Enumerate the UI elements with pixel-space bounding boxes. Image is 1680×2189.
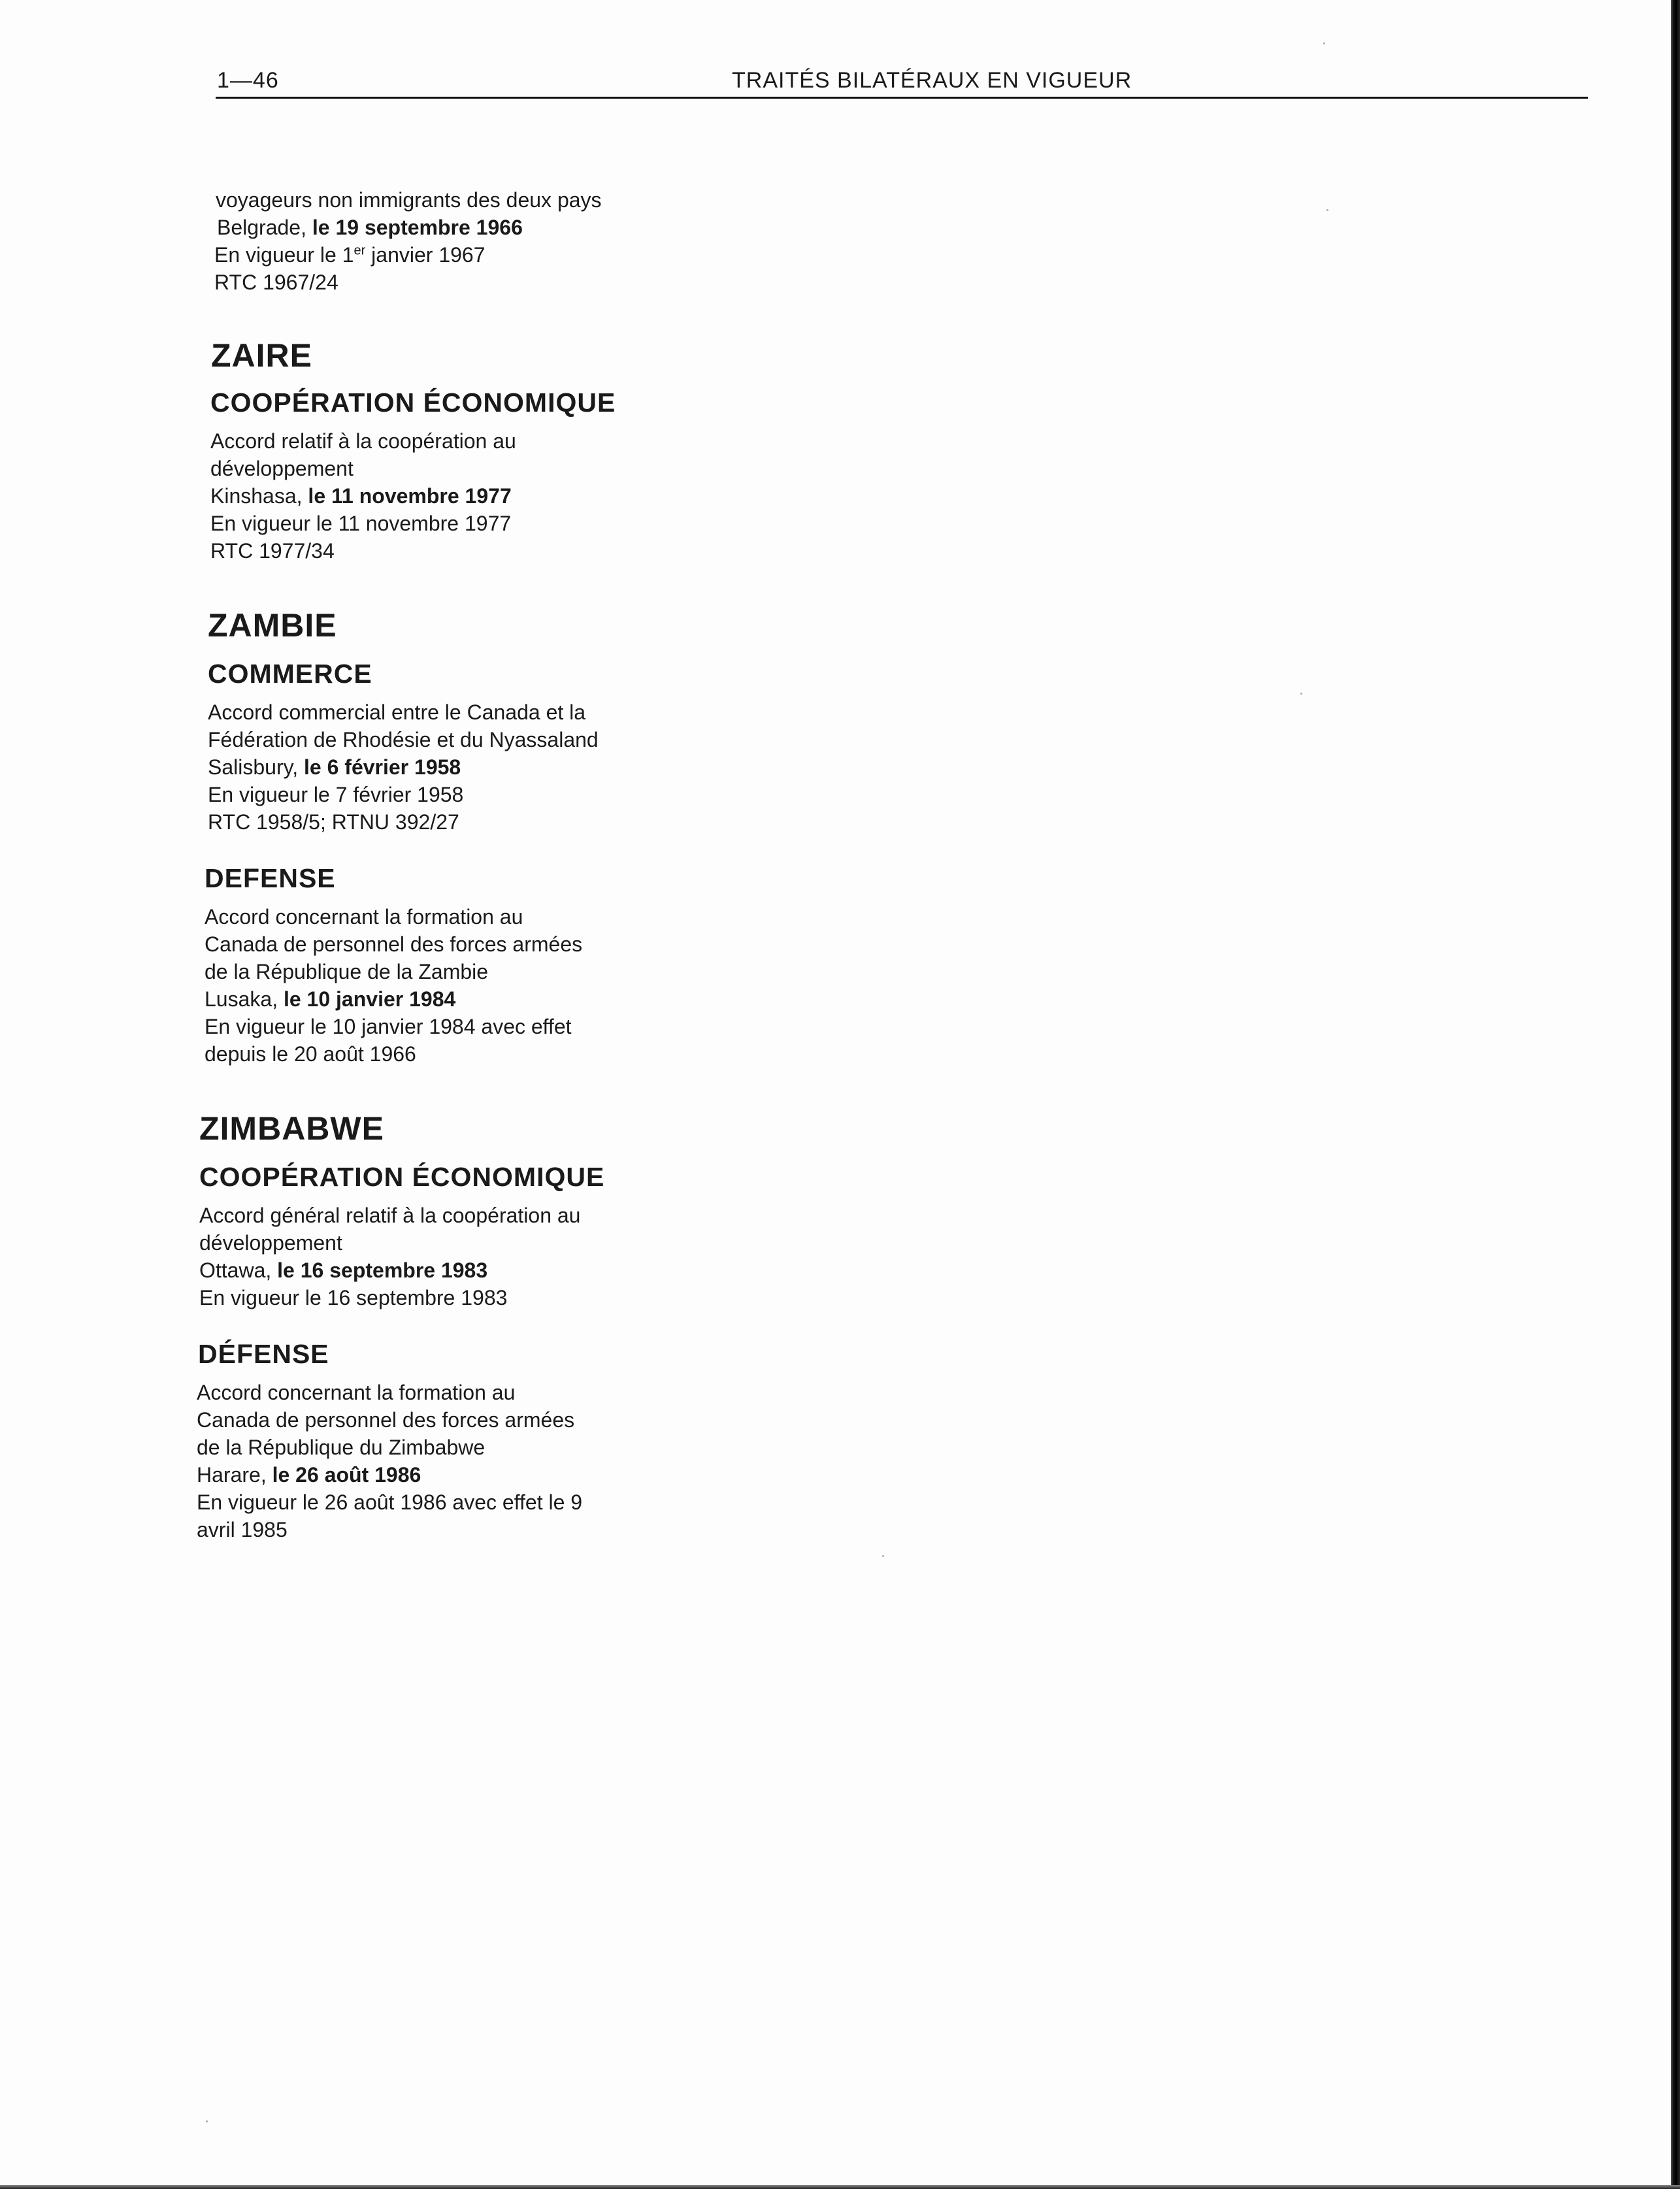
entry-signature-line [205, 985, 696, 1013]
scan-edge-bottom [0, 2185, 1680, 2189]
entry-signature-line [210, 482, 696, 510]
treaty-column [199, 186, 696, 1543]
entry-signature-line [217, 214, 696, 241]
entry-place: Kinshasa, [210, 484, 308, 508]
entry-place: Lusaka, [205, 987, 284, 1011]
entry-title-line: développement [199, 1231, 342, 1255]
entry-title-line: Accord général relatif à la coopération au [199, 1204, 581, 1227]
entry-in-force-line: depuis le 20 août 1966 [205, 1042, 416, 1066]
entry-place: Salisbury, [208, 755, 305, 779]
entry-in-force-line [214, 241, 696, 269]
entry-title-line: voyageurs non immigrants des deux pays [216, 188, 602, 212]
entry-title-line: Accord relatif à la coopération au [210, 429, 516, 453]
treaty-entry-continuation [216, 186, 696, 296]
entry-in-force-prefix: En vigueur le 1 [214, 243, 354, 267]
entry-in-force-line: En vigueur le 11 novembre 1977 [210, 512, 512, 535]
entry-date: le 11 novembre 1977 [308, 484, 512, 508]
treaty-entry-zimbabwe-cooperation [199, 1202, 696, 1311]
entry-in-force-line: En vigueur le 10 janvier 1984 avec effet [205, 1015, 572, 1038]
subject-heading-cooperation: COOPÉRATION ÉCONOMIQUE [210, 387, 616, 418]
page-number: 1—46 [217, 68, 279, 93]
page-header [216, 65, 1588, 99]
treaty-entry-zaire-cooperation [210, 427, 696, 565]
entry-in-force-line: En vigueur le 7 février 1958 [208, 783, 464, 806]
entry-date: le 26 août 1986 [272, 1463, 421, 1487]
entry-title-line: Accord concernant la formation au [205, 905, 523, 929]
entry-place: Ottawa, [199, 1259, 278, 1282]
entry-in-force-line: avril 1985 [197, 1518, 288, 1541]
entry-in-force-line: En vigueur le 16 septembre 1983 [199, 1286, 508, 1309]
country-heading-zimbabwe: ZIMBABWE [199, 1110, 384, 1147]
entry-place: Harare, [197, 1463, 272, 1487]
entry-in-force-suffix: janvier 1967 [365, 243, 486, 267]
entry-signature-line [199, 1257, 696, 1284]
entry-title-line: Fédération de Rhodésie et du Nyassaland [208, 728, 599, 751]
subject-heading-defense: DÉFENSE [198, 1339, 329, 1369]
scan-speck [882, 1555, 884, 1557]
entry-in-force-sup: er [354, 243, 366, 258]
treaty-entry-zambie-defense [205, 903, 696, 1068]
entry-reference-line: RTC 1958/5; RTNU 392/27 [208, 810, 459, 834]
entry-date: le 16 septembre 1983 [277, 1259, 488, 1282]
running-title: TRAITÉS BILATÉRAUX EN VIGUEUR [732, 68, 1132, 93]
entry-signature-line [197, 1461, 696, 1489]
subject-heading-cooperation: COOPÉRATION ÉCONOMIQUE [199, 1162, 605, 1192]
country-heading-zaire: ZAIRE [211, 337, 312, 374]
entry-reference-line: RTC 1977/34 [210, 539, 335, 563]
entry-date: le 10 janvier 1984 [283, 987, 456, 1011]
scan-speck [1323, 42, 1325, 44]
scan-speck [1300, 693, 1302, 695]
subject-heading-commerce: COMMERCE [208, 659, 372, 689]
entry-title-line: de la République de la Zambie [205, 960, 489, 983]
entry-in-force-line: En vigueur le 26 août 1986 avec effet le 9 [197, 1490, 583, 1514]
entry-title-line: Canada de personnel des forces armées [205, 932, 583, 956]
entry-title-line: Canada de personnel des forces armées [197, 1408, 575, 1432]
entry-title-line: de la République du Zimbabwe [197, 1436, 486, 1459]
scan-speck [206, 2120, 208, 2122]
scan-speck [1326, 209, 1328, 211]
country-heading-zambie: ZAMBIE [208, 607, 337, 644]
entry-reference-line: RTC 1967/24 [214, 271, 338, 294]
entry-title-line: Accord commercial entre le Canada et la [208, 700, 586, 724]
entry-title-line: développement [210, 457, 354, 480]
entry-date: le 19 septembre 1966 [312, 216, 523, 239]
entry-place: Belgrade, [217, 216, 312, 239]
entry-date: le 6 février 1958 [304, 755, 461, 779]
entry-signature-line [208, 753, 696, 781]
scan-edge-right [1671, 0, 1680, 2189]
entry-title-line: Accord concernant la formation au [197, 1381, 516, 1404]
treaty-entry-zambie-commerce [208, 699, 696, 836]
treaty-entry-zimbabwe-defense [197, 1379, 696, 1543]
subject-heading-defense: DEFENSE [205, 863, 336, 893]
